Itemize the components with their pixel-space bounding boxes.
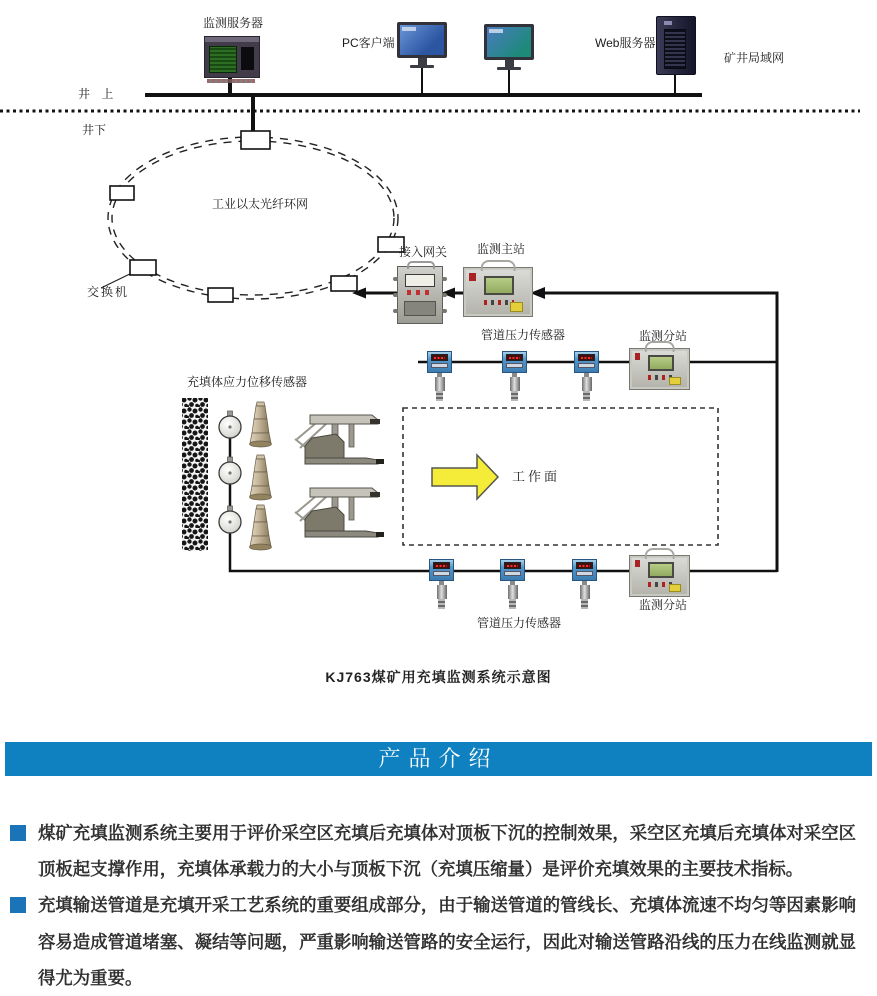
monitoring-server-device: [204, 36, 260, 78]
station-lcd: [648, 355, 674, 371]
station-tag: [669, 377, 681, 385]
monitor-server-label: 监测服务器: [203, 16, 264, 30]
pc-client-monitor-1: [397, 22, 447, 68]
intro-bullet-1: [10, 815, 860, 887]
access-gateway-device: [397, 266, 443, 324]
product-intro: [10, 815, 860, 996]
monitor-base: [497, 67, 521, 70]
bullet-square-icon: [10, 897, 26, 913]
pipe-pressure-sensor: [427, 351, 452, 401]
station-lcd: [648, 562, 674, 578]
gateway-cable-gland: [442, 277, 447, 281]
server-screen: [209, 46, 237, 73]
mine-lan-label: 矿井局域网: [724, 51, 785, 65]
pipe-pressure-sensor-lower-label: 管道压力传感器: [477, 616, 562, 630]
section-banner: [5, 742, 872, 776]
pipe-pressure-sensor: [500, 559, 525, 609]
switch-label: 交换机: [87, 285, 130, 299]
intro-bullet-2: [10, 887, 860, 996]
monitor-screen: [400, 25, 444, 55]
monitoring-substation-upper-device: [629, 348, 690, 390]
gateway-leds: [407, 290, 433, 295]
pc-client-label: PC客户端: [342, 36, 395, 50]
gateway-handle: [407, 261, 435, 269]
monitoring-substation-lower-device: [629, 555, 690, 597]
section-banner-title: 产品介绍: [378, 746, 499, 771]
pipe-pressure-sensor: [572, 559, 597, 609]
master-station-label: 监测主站: [477, 242, 526, 256]
ring-network-label: 工业以太光纤环网: [212, 197, 309, 211]
gateway-nameplate: [404, 301, 436, 316]
server-drive-slot: [241, 47, 254, 70]
monitor-base: [410, 65, 434, 68]
substation-upper-label: 监测分站: [639, 329, 688, 343]
server-nameplate: [207, 79, 255, 83]
tower-logo: [664, 21, 672, 25]
gateway-cable-gland: [442, 293, 447, 297]
monitoring-master-station-device: [463, 267, 533, 317]
work-face-direction-arrow-icon: [432, 455, 498, 499]
station-lcd: [484, 276, 514, 295]
backfill-texture-strip: [182, 398, 208, 551]
pipe-pressure-sensor-upper-label: 管道压力传感器: [481, 328, 566, 342]
ring-switch-nodes: [110, 131, 404, 302]
station-handle: [644, 548, 675, 559]
diagram-caption: KJ763煤矿用充填监测系统示意图: [325, 669, 552, 685]
surface-label: 井 上: [78, 87, 118, 101]
displacement-disk-sensors: [219, 411, 241, 533]
monitor-frame: [397, 22, 447, 58]
monitor-stand: [418, 58, 427, 65]
pipe-pressure-sensor: [429, 559, 454, 609]
gateway-cable-gland: [442, 309, 447, 313]
web-server-tower: [656, 16, 696, 75]
pc-client-monitor-2: [484, 24, 534, 70]
gateway-label: 接入网关: [399, 245, 448, 259]
cone-stress-sensors: [250, 402, 272, 550]
station-tag: [669, 584, 681, 592]
bullet-square-icon: [10, 825, 26, 841]
tower-mesh-front: [664, 29, 686, 69]
hydraulic-supports: [295, 415, 384, 537]
intro-bullet-1-text: 煤矿充填监测系统主要用于评价采空区充填后充填体对顶板下沉的控制效果，采空区充填后充填体对采空区顶板起支撑作用，充填体承载力的大小与顶板下沉（充填压缩量）是评价充填效果的主要技术指标。: [38, 823, 856, 880]
monitor-stand: [505, 60, 514, 67]
monitor-frame: [484, 24, 534, 60]
work-face-label: 工作面: [512, 469, 561, 484]
gateway-display: [405, 274, 435, 287]
station-handle: [481, 260, 516, 271]
station-tag: [510, 302, 524, 312]
station-logo: [635, 560, 640, 567]
gateway-cable-gland: [393, 293, 398, 297]
fill-stress-sensor-label: 充填体应力位移传感器: [187, 375, 308, 389]
gateway-cable-gland: [393, 277, 398, 281]
intro-bullet-2-text: 充填输送管道是充填开采工艺系统的重要组成部分，由于输送管道的管线长、充填体流速不均匀等因素影响容易造成管道堵塞、凝结等问题，严重影响输送管路的安全运行，因此对输送管路沿线的压力在线监测就显得尤为重要。: [38, 895, 856, 988]
underground-label: 井下: [82, 123, 107, 137]
server-top-face: [205, 37, 259, 42]
substation-lower-label: 监测分站: [639, 598, 688, 612]
gateway-cable-gland: [393, 309, 398, 313]
station-logo: [469, 273, 475, 282]
web-server-label: Web服务器: [595, 36, 656, 50]
monitor-screen: [487, 27, 531, 57]
station-logo: [635, 353, 640, 360]
pipe-pressure-sensor: [502, 351, 527, 401]
pipe-pressure-sensor: [574, 351, 599, 401]
